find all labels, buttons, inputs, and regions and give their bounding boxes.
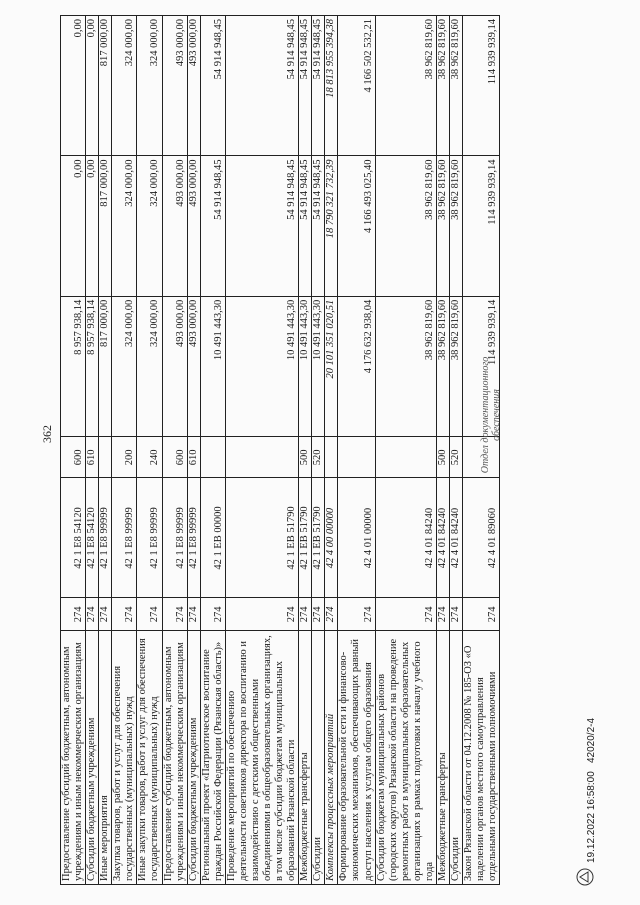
row-csr: 42 4 01 00000 (338, 478, 375, 598)
row-name: Закон Рязанской области от 04.12.2008 № 185-ОЗ «О наделении органов местного самоуправления отдельными государственными полномочиями (463, 631, 500, 885)
row-sum-2024: 493 000,00 (187, 16, 200, 156)
row-csr: 42 1 E8 99999 (112, 478, 137, 598)
row-name: Субсидии бюджетам муниципальных районов (городских округов) Рязанской области на проведение ремонтных работ в муниципальных образовательных организациях в рамках подготовки к началу учебного года (375, 631, 436, 885)
emblem-icon (575, 867, 595, 887)
row-sum-2024: 0,00 (61, 16, 86, 156)
table-row (187, 16, 200, 885)
row-csr: 42 1 EB 51790 (312, 478, 325, 598)
row-ved: 274 (225, 598, 298, 631)
row-name: Субсидии бюджетным учреждениям (86, 631, 99, 885)
row-sum-2024: 38 962 819,60 (449, 16, 462, 156)
row-sum-2022: 493 000,00 (162, 296, 187, 436)
row-csr: 42 1 E8 99999 (187, 478, 200, 598)
row-sum-2024: 4 166 502 532,21 (338, 16, 375, 156)
row-sum-2023: 38 962 819,60 (449, 156, 462, 296)
row-vr (338, 437, 375, 478)
row-sum-2022: 817 000,00 (99, 296, 112, 436)
row-vr: 500 (299, 437, 312, 478)
table-row (375, 16, 436, 885)
row-csr: 42 1 EB 51790 (299, 478, 312, 598)
row-sum-2022: 38 962 819,60 (375, 296, 436, 436)
row-sum-2024: 493 000,00 (162, 16, 187, 156)
row-ved: 274 (312, 598, 325, 631)
row-ved: 274 (187, 598, 200, 631)
row-ved: 274 (325, 598, 338, 631)
table-row (299, 16, 312, 885)
row-vr (375, 437, 436, 478)
row-sum-2024: 54 914 948,45 (299, 16, 312, 156)
row-csr: 42 4 01 89060 (463, 478, 500, 598)
table-row (312, 16, 325, 885)
row-sum-2023: 324 000,00 (137, 156, 162, 296)
row-csr: 42 1 E8 99999 (162, 478, 187, 598)
row-vr: 600 (162, 437, 187, 478)
row-sum-2023: 324 000,00 (112, 156, 137, 296)
row-csr: 42 1 EB 00000 (200, 478, 225, 598)
row-csr: 42 4 01 84240 (375, 478, 436, 598)
row-ved: 274 (162, 598, 187, 631)
table-row (325, 16, 338, 885)
row-ved: 274 (463, 598, 500, 631)
row-name: Иные закупки товаров, работ и услуг для обеспечения государственных (муниципальных) нужд (137, 631, 162, 885)
table-row (112, 16, 137, 885)
row-vr (200, 437, 225, 478)
row-csr: 42 1 E8 99999 (99, 478, 112, 598)
row-sum-2024: 817 000,00 (99, 16, 112, 156)
table-row (200, 16, 225, 885)
row-vr: 600 (61, 437, 86, 478)
row-sum-2023: 493 000,00 (162, 156, 187, 296)
row-name: Предоставление субсидий бюджетным, автономным учреждениям и иным некоммерческим организациям (162, 631, 187, 885)
table-row (61, 16, 86, 885)
row-sum-2024: 54 914 948,45 (200, 16, 225, 156)
row-sum-2022: 493 000,00 (187, 296, 200, 436)
row-vr: 200 (112, 437, 137, 478)
row-ved: 274 (200, 598, 225, 631)
row-name: Предоставление субсидий бюджетным, автономным учреждениям и иным некоммерческим организациям (61, 631, 86, 885)
footer-date: 19.12.2022 16:58:00 (586, 771, 597, 863)
row-sum-2023: 54 914 948,45 (312, 156, 325, 296)
row-csr: 42 4 01 84240 (436, 478, 449, 598)
row-sum-2023: 114 939 939,14 (463, 156, 500, 296)
row-name: Субсидии (449, 631, 462, 885)
row-name: Комплексы процессных мероприятий (325, 631, 338, 885)
row-name: Субсидии (312, 631, 325, 885)
footer-code: 42020/2-4 (586, 717, 597, 763)
row-sum-2024: 54 914 948,45 (225, 16, 298, 156)
row-vr (325, 437, 338, 478)
row-vr: 240 (137, 437, 162, 478)
row-ved: 274 (137, 598, 162, 631)
table-row (225, 16, 298, 885)
row-name: Формирование образовательной сети и финансово-экономических механизмов, обеспечивающих равный доступ населения к услугам общего образования (338, 631, 375, 885)
row-vr (225, 437, 298, 478)
department-stamp: Отдел документационного обеспечения (480, 356, 502, 474)
row-csr: 42 1 EB 51790 (225, 478, 298, 598)
table-row (86, 16, 99, 885)
row-sum-2023: 18 790 321 732,39 (325, 156, 338, 296)
row-sum-2024: 324 000,00 (137, 16, 162, 156)
table-row (436, 16, 449, 885)
row-vr: 520 (449, 437, 462, 478)
row-sum-2024: 114 939 939,14 (463, 16, 500, 156)
row-ved: 274 (449, 598, 462, 631)
row-sum-2023: 54 914 948,45 (299, 156, 312, 296)
row-sum-2024: 324 000,00 (112, 16, 137, 156)
row-sum-2022: 38 962 819,60 (449, 296, 462, 436)
row-ved: 274 (99, 598, 112, 631)
row-sum-2022: 10 491 443,30 (312, 296, 325, 436)
row-ved: 274 (299, 598, 312, 631)
row-ved: 274 (436, 598, 449, 631)
row-sum-2022: 4 176 632 938,04 (338, 296, 375, 436)
row-sum-2023: 493 000,00 (187, 156, 200, 296)
row-ved: 274 (375, 598, 436, 631)
row-ved: 274 (338, 598, 375, 631)
table-row (137, 16, 162, 885)
page-number: 362 (40, 425, 54, 443)
row-name: Проведение мероприятий по обеспечению деятельности советников директора по воспитанию и взаимодействию с детскими общественными объединениями в общеобразовательных организациях, в том числе субсидии бюджетам муниципальных образований Рязанской области (225, 631, 298, 885)
row-sum-2023: 4 166 493 025,40 (338, 156, 375, 296)
row-sum-2022: 324 000,00 (112, 296, 137, 436)
row-vr (99, 437, 112, 478)
row-sum-2022: 114 939 939,14 (463, 296, 500, 436)
row-ved: 274 (61, 598, 86, 631)
row-sum-2023: 38 962 819,60 (436, 156, 449, 296)
row-sum-2023: 54 914 948,45 (200, 156, 225, 296)
row-sum-2022: 10 491 443,30 (200, 296, 225, 436)
row-name: Региональный проект «Патриотическое воспитание граждан Российской Федерации (Рязанская область)» (200, 631, 225, 885)
row-sum-2024: 18 813 955 394,38 (325, 16, 338, 156)
row-sum-2023: 0,00 (61, 156, 86, 296)
row-sum-2022: 38 962 819,60 (436, 296, 449, 436)
row-csr: 42 1 E8 54120 (86, 478, 99, 598)
row-sum-2023: 38 962 819,60 (375, 156, 436, 296)
row-ved: 274 (112, 598, 137, 631)
row-sum-2022: 10 491 443,30 (225, 296, 298, 436)
table-row (449, 16, 462, 885)
row-vr: 610 (187, 437, 200, 478)
row-sum-2024: 38 962 819,60 (375, 16, 436, 156)
row-ved: 274 (86, 598, 99, 631)
table-row (99, 16, 112, 885)
row-sum-2024: 54 914 948,45 (312, 16, 325, 156)
row-vr: 520 (312, 437, 325, 478)
table-row (162, 16, 187, 885)
row-sum-2023: 0,00 (86, 156, 99, 296)
budget-table (60, 15, 500, 885)
row-csr: 42 1 E8 99999 (137, 478, 162, 598)
row-sum-2024: 0,00 (86, 16, 99, 156)
row-name: Межбюджетные трансферты (436, 631, 449, 885)
row-sum-2023: 817 000,00 (99, 156, 112, 296)
row-sum-2023: 54 914 948,45 (225, 156, 298, 296)
row-sum-2024: 38 962 819,60 (436, 16, 449, 156)
row-name: Иные мероприятия (99, 631, 112, 885)
row-csr: 42 4 01 84240 (449, 478, 462, 598)
row-sum-2022: 8 957 938,14 (61, 296, 86, 436)
table-row (338, 16, 375, 885)
row-vr: 500 (436, 437, 449, 478)
row-name: Межбюджетные трансферты (299, 631, 312, 885)
row-sum-2022: 8 957 938,14 (86, 296, 99, 436)
row-sum-2022: 324 000,00 (137, 296, 162, 436)
row-name: Субсидии бюджетным учреждениям (187, 631, 200, 885)
row-sum-2022: 20 101 351 020,51 (325, 296, 338, 436)
row-vr: 610 (86, 437, 99, 478)
row-name: Закупка товаров, работ и услуг для обеспечения государственных (муниципальных) нужд (112, 631, 137, 885)
row-sum-2022: 10 491 443,30 (299, 296, 312, 436)
row-csr: 42 1 E8 54120 (61, 478, 86, 598)
row-csr: 42 4 00 00000 (325, 478, 338, 598)
